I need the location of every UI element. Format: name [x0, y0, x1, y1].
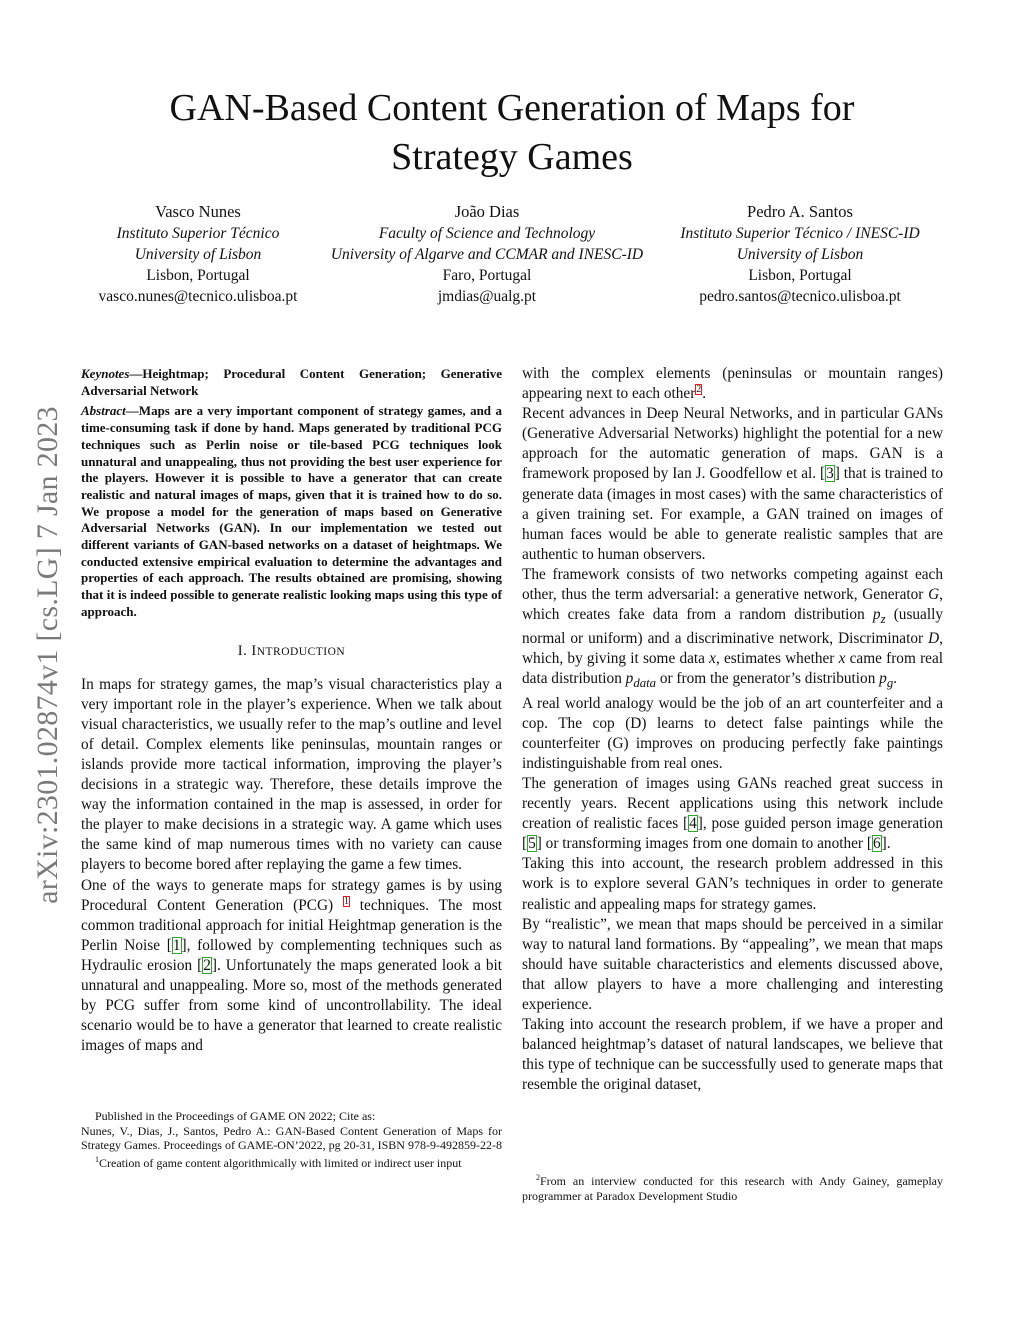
author-email: jmdias@ualg.pt: [437, 288, 537, 305]
section-heading-introduction: [81, 641, 502, 662]
text-run: (usually normal or uniform) and a discriminative network, Discriminator: [522, 606, 943, 648]
author-block-3: [665, 201, 935, 307]
math-D: D: [928, 630, 940, 648]
text-run: ] that is trained to generate data (images in most cases) with the same characteristics of a given training set. For example, a GAN trained on images of human faces would be able to generate realistic samples that are authentic to human observers.: [522, 465, 943, 563]
math-G: G: [928, 586, 940, 604]
text-run: ], pose guided person image generation [: [522, 815, 943, 853]
math-symbol: p: [625, 670, 634, 688]
keynotes: [81, 366, 502, 399]
math-pg: [879, 670, 894, 691]
author-name: João Dias: [454, 202, 520, 221]
text-run: .: [702, 385, 707, 403]
author-affiliation: University of Lisbon: [134, 246, 262, 263]
right-footnotes: [522, 1171, 943, 1203]
text-run: .: [893, 670, 898, 688]
footnote-mark: 2: [536, 1173, 540, 1182]
author-location: Lisbon, Portugal: [748, 267, 852, 284]
paper-title: [80, 84, 944, 182]
right-paragraph-4: A real world analogy would be the job of an art counterfeiter and a cop. The cop (D) learns to detect false paintings while the counterfeiter (G) improves on producing perfectly fake paintings indistinguishable from real ones.: [522, 694, 943, 772]
math-pz: [872, 606, 886, 627]
footnote-2: [522, 1171, 943, 1203]
citation-link-5[interactable]: 5: [528, 835, 536, 853]
author-location: Lisbon, Portugal: [146, 267, 250, 284]
keynotes-text: —Heightmap; Procedural Content Generation; Generative Adversarial Network: [81, 366, 502, 398]
author-email: vasco.nunes@tecnico.ulisboa.pt: [98, 288, 298, 305]
citation-link-3[interactable]: 3: [826, 465, 834, 483]
keynotes-label: Keynotes: [81, 366, 130, 381]
text-run: ].: [881, 835, 891, 853]
math-x: x: [838, 650, 846, 668]
right-column: [522, 364, 943, 1095]
math-pdata: [625, 670, 656, 691]
abstract: [81, 403, 502, 620]
right-paragraph-7: By “realistic”, we mean that maps should be perceived in a similar way to natural land formations. By “appealing”, we mean that maps should have suitable characteristics and elements discussed above, that allow players to have a more challenging and interesting experience.: [522, 915, 943, 1013]
author-block-2: [312, 201, 662, 307]
text-run: One of the ways to generate maps for strategy games is by using Procedural Content Generation (PCG): [81, 876, 502, 914]
text-run: , which creates fake data from a random distribution: [522, 586, 943, 624]
math-symbol: p: [879, 670, 887, 688]
footnote-link-2[interactable]: 2: [696, 384, 702, 395]
author-location: Faro, Portugal: [442, 267, 532, 284]
text-run: Recent advances in Deep Neural Networks, and in particular GANs (Generative Adversarial Networks) highlight the potential for a new approach for the automatic generation of maps. GAN is a framework proposed by Ian J. Goodfellow et al. [: [522, 405, 943, 483]
text-run: The generation of images using GANs reached great success in recently years. Recent applications using this network include creation of realistic faces [: [522, 774, 943, 833]
left-footnotes: [81, 1109, 502, 1170]
author-affiliation: University of Lisbon: [736, 246, 864, 263]
author-affiliation: Instituto Superior Técnico: [116, 225, 280, 242]
section-title-first: I: [251, 642, 257, 659]
right-paragraph-6: Taking this into account, the research problem addressed in this work is to explore several GAN’s techniques in order to generate realistic and appealing maps for strategy games.: [522, 855, 943, 913]
text-run: , which, by giving it some data: [522, 630, 943, 668]
abstract-text: —Maps are a very important component of strategy games, and a time-consuming task if done by hand. Maps generated by traditional PCG techniques such as Perlin noise or tile-based PCG techniques look unnatural and unappealing, thus not providing the best user experience for the players. However it is possible to have a generator that can create realistic and natural images of maps, given that it is trained how to do so. We propose a model for the generation of maps based on Generative Adversarial Networks (GAN). In our implementation we tested out different variants of GAN-based networks on a dataset of heightmaps. We conducted extensive empirical evaluation to determine the advantages and properties of each approach. The results obtained are promising, showing that it is indeed possible to generate realistic looking maps using this type of approach.: [81, 403, 502, 619]
author-affiliation: Faculty of Science and Technology: [378, 225, 596, 242]
text-run: came from real data distribution: [522, 650, 943, 688]
citation-link-4[interactable]: 4: [689, 815, 697, 833]
right-paragraph-2: [522, 404, 943, 565]
author-affiliation: Instituto Superior Técnico / INESC-ID: [680, 225, 920, 242]
section-title-rest: NTRODUCTION: [256, 645, 346, 658]
abstract-label: Abstract: [81, 403, 126, 419]
text-run: ], followed by complementing techniques such as Hydraulic erosion [: [81, 936, 502, 974]
footnote-text: Creation of game content algorithmically with limited or indirect user input: [99, 1155, 462, 1170]
math-subscript: g: [886, 676, 894, 691]
citation-link-1[interactable]: 1: [172, 936, 181, 954]
citation-link-2[interactable]: 2: [203, 956, 211, 974]
arxiv-identifier: [28, 370, 68, 940]
author-name: Vasco Nunes: [155, 202, 241, 221]
intro-paragraph-2: [81, 876, 502, 1057]
footnote-mark: 1: [95, 1154, 99, 1164]
math-subscript: z: [880, 612, 886, 627]
author-name: Pedro A. Santos: [747, 202, 853, 221]
right-paragraph-8: Taking into account the research problem, if we have a proper and balanced heightmap’s dataset of natural landscapes, we believe that this type of technique can be successfully used to generate maps that resemble the original dataset,: [522, 1016, 943, 1094]
arxiv-id-text: arXiv:2301.02874v1 [cs.LG] 7 Jan 2023: [31, 406, 65, 904]
text-run: techniques. The most common traditional approach for initial Heightmap generation is the Perlin Noise [: [81, 896, 502, 954]
text-run: The framework consists of two networks competing against each other, thus the term adversarial: a generative network, Generator: [522, 565, 943, 604]
text-run: ] or transforming images from one domain to another [: [536, 835, 872, 853]
intro-paragraph-1: In maps for strategy games, the map’s visual characteristics play a very important role in the player’s experience. When we talk about visual characteristics, we usually refer to the map’s outline and level of detail. Complex elements like peninsulas, mountain ranges or islands provide more tactical information, improving the player’s decisions in a strategic way. Therefore, these details improve the way the information contained in the map is assessed, in order for the player to make decisions in a strategic way. A game which uses the same kind of map numerous times with no variety can cause players to become bored after replaying the game a few times.: [81, 675, 502, 874]
right-paragraph-3: [522, 565, 943, 694]
footnote-text: From an interview conducted for this research with Andy Gainey, gameplay programmer at Paradox Development Studio: [522, 1174, 943, 1203]
author-block-1: [88, 201, 308, 307]
title-line-2: Strategy Games: [391, 136, 633, 178]
math-symbol: p: [872, 606, 881, 624]
text-run: , estimates whether: [715, 650, 839, 668]
footnote-link-1[interactable]: 1: [343, 895, 349, 907]
right-paragraph-1: [522, 364, 943, 404]
text-run: with the complex elements (peninsulas or mountain ranges) appearing next to each other: [522, 365, 943, 403]
right-paragraph-5: [522, 774, 943, 854]
math-subscript: data: [633, 676, 656, 691]
citation-link-6[interactable]: 6: [872, 835, 881, 853]
title-line-1: GAN-Based Content Generation of Maps for: [169, 87, 855, 129]
left-column: [81, 366, 502, 1056]
footnote-1: [81, 1153, 502, 1171]
math-x: x: [709, 650, 716, 668]
text-run: or from the generator’s distribution: [656, 670, 880, 688]
author-affiliation: University of Algarve and CCMAR and INESC-ID: [330, 246, 644, 263]
author-email: pedro.santos@tecnico.ulisboa.pt: [699, 288, 901, 305]
text-run: ]. Unfortunately the maps generated look a bit unnatural and unappealing. More so, most of the methods generated by PCG suffer from some kind of uncontrollability. The ideal scenario would be to have a generator that learned to create realistic images of maps and: [81, 956, 502, 1055]
citation-note: Nunes, V., Dias, J., Santos, Pedro A.: GAN-Based Content Generation of Maps for Strategy Games. Proceedings of GAME-ON’2022, pg 20-31, ISBN 978-9-492859-22-8: [81, 1123, 502, 1153]
section-numeral: I.: [237, 642, 248, 659]
publication-note: Published in the Proceedings of GAME ON 2022; Cite as:: [95, 1109, 376, 1123]
